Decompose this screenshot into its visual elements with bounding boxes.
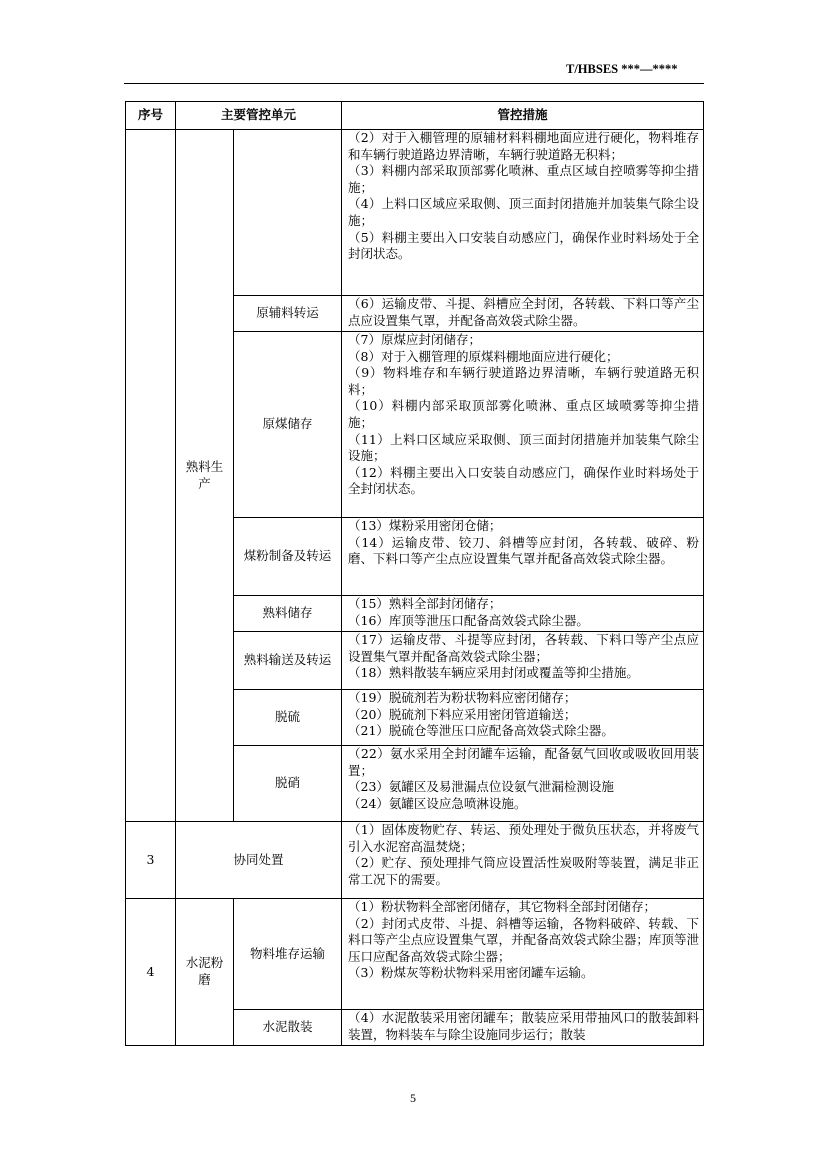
measures-cell <box>342 332 704 518</box>
table-row <box>126 899 704 1010</box>
measure-item: （5）料棚主要出入口安装自动感应门，确保作业时料场处于全封闭状态。 <box>348 229 700 262</box>
measure-item: （4）上料口区域应采取侧、顶三面封闭措施并加装集气除尘设施； <box>348 196 700 228</box>
measure-item: （2）封闭式皮带、斗提、斜槽等运输，各物料破碎、转载、下料口等产尘点应设置集气罩，并配备高效袋式除尘器；库顶等泄压口应配备高效袋式除尘器； <box>348 915 700 964</box>
sub-unit-cell: 物料堆存运输 <box>234 899 342 1010</box>
sub-unit-cell: 原煤储存 <box>234 332 342 518</box>
sub-unit-cell: 煤粉制备及转运 <box>234 518 342 596</box>
measure-item: （2）对于入棚管理的原辅材料料棚地面应进行硬化，物料堆存和车辆行驶道路边界清晰，车辆行驶道路无积料； <box>348 130 700 162</box>
index-cell: 4 <box>126 899 176 1046</box>
sub-unit-cell: 脱硫 <box>234 690 342 746</box>
measure-item: （7）原煤应封闭储存； <box>348 332 481 347</box>
measure-item: （2）贮存、预处理排气筒应设置活性炭吸附等装置，满足非正常工况下的需要。 <box>348 855 700 887</box>
sub-unit-cell <box>234 130 342 296</box>
measure-item: （4）水泥散装采用密闭罐车；散装应采用带抽风口的散装卸料装置，物料装车与除尘设施同步运行；散装 <box>348 1010 700 1042</box>
table-header-row <box>126 102 704 130</box>
page-number: 5 <box>410 1091 416 1105</box>
unit-cell: 水泥粉磨 <box>176 899 234 1046</box>
sub-unit-cell: 原辅料转运 <box>234 296 342 332</box>
measure-item: （12）料棚主要出入口安装自动感应门，确保作业时料场处于全封闭状态。 <box>348 464 700 497</box>
measure-item: （9）物料堆存和车辆行驶道路边界清晰，车辆行驶道路无积料； <box>348 365 700 397</box>
measure-item: （22）氨水采用全封闭罐车运输，配备氨气回收或吸收回用装置； <box>348 746 700 778</box>
table-row <box>126 130 704 296</box>
measure-item: （3）料棚内部采取顶部雾化喷淋、重点区域自控喷雾等抑尘措施； <box>348 163 700 195</box>
measure-item: （14）运输皮带、铰刀、斜槽等应封闭，各转载、破碎、粉磨、下料口等产尘点应设置集气罩并配备高效袋式除尘器。 <box>348 534 700 567</box>
measures-cell <box>342 596 704 632</box>
measure-item: （6）运输皮带、斗提、斜槽应全封闭，各转载、下料口等产尘点应设置集气罩，并配备高效袋式除尘器。 <box>348 296 700 328</box>
index-cell: 3 <box>126 822 176 899</box>
measure-item: （17）运输皮带、斗提等应封闭，各转载、下料口等产尘点应设置集气罩并配备高效袋式除尘器； <box>348 632 700 664</box>
measure-item: （23）氨罐区及易泄漏点位设氨气泄漏检测设施 <box>348 779 614 795</box>
sub-unit-cell: 熟料输送及转运 <box>234 632 342 690</box>
measure-item: （15）熟料全部封闭储存； <box>348 596 502 611</box>
measures-cell <box>342 899 704 1010</box>
index-cell-empty <box>126 130 176 822</box>
measures-cell <box>342 518 704 596</box>
sub-unit-cell: 熟料储存 <box>234 596 342 632</box>
header-measures: 管控措施 <box>342 102 704 130</box>
measure-item: （10）料棚内部采取顶部雾化喷淋、重点区域喷雾等抑尘措施； <box>348 398 700 430</box>
measures-cell <box>342 632 704 690</box>
measure-item: （8）对于入棚管理的原煤料棚地面应进行硬化； <box>348 348 619 364</box>
header-index: 序号 <box>126 102 176 130</box>
measure-item: （13）煤粉采用密闭仓储； <box>348 518 502 533</box>
measures-cell <box>342 690 704 746</box>
measure-item: （20）脱硫剂下料应采用密闭管道输送； <box>348 706 577 722</box>
measure-item: （11）上料口区域应采取侧、顶三面封闭措施并加装集气除尘设施； <box>348 431 700 464</box>
measures-cell <box>342 130 704 296</box>
measure-item: （1）固体废物贮存、转运、预处理处于微负压状态，并将废气引入水泥窑高温焚烧； <box>348 822 700 854</box>
measure-item: （3）粉煤灰等粉状物料采用密闭罐车运输。 <box>348 965 594 981</box>
control-measures-table <box>125 101 704 1046</box>
sub-unit-cell: 脱硝 <box>234 746 342 822</box>
unit-cell: 协同处置 <box>176 822 342 899</box>
table-row <box>126 822 704 899</box>
measure-item: （1）粉状物料全部密闭储存，其它物料全部封闭储存； <box>348 899 656 914</box>
measures-cell <box>342 746 704 822</box>
measures-cell <box>342 1010 704 1046</box>
measures-cell <box>342 822 704 899</box>
sub-unit-cell: 水泥散装 <box>234 1010 342 1046</box>
measure-item: （18）熟料散装车辆应采用封闭或覆盖等抑尘措施。 <box>348 665 639 681</box>
measure-item: （19）脱硫剂若为粉状物料应密闭储存； <box>348 690 577 705</box>
measure-item: （21）脱硫仓等泄压口应配备高效袋式除尘器。 <box>348 723 614 739</box>
unit-cell: 熟料生产 <box>176 130 234 822</box>
measure-item: （24）氨罐区设应急喷淋设施。 <box>348 795 527 811</box>
measure-item: （16）库顶等泄压口配备高效袋式除尘器。 <box>348 612 589 628</box>
header-unit: 主要管控单元 <box>176 102 342 130</box>
document-code: T/HBSES ***—**** <box>566 62 678 76</box>
header-rule <box>124 83 704 84</box>
measures-cell <box>342 296 704 332</box>
